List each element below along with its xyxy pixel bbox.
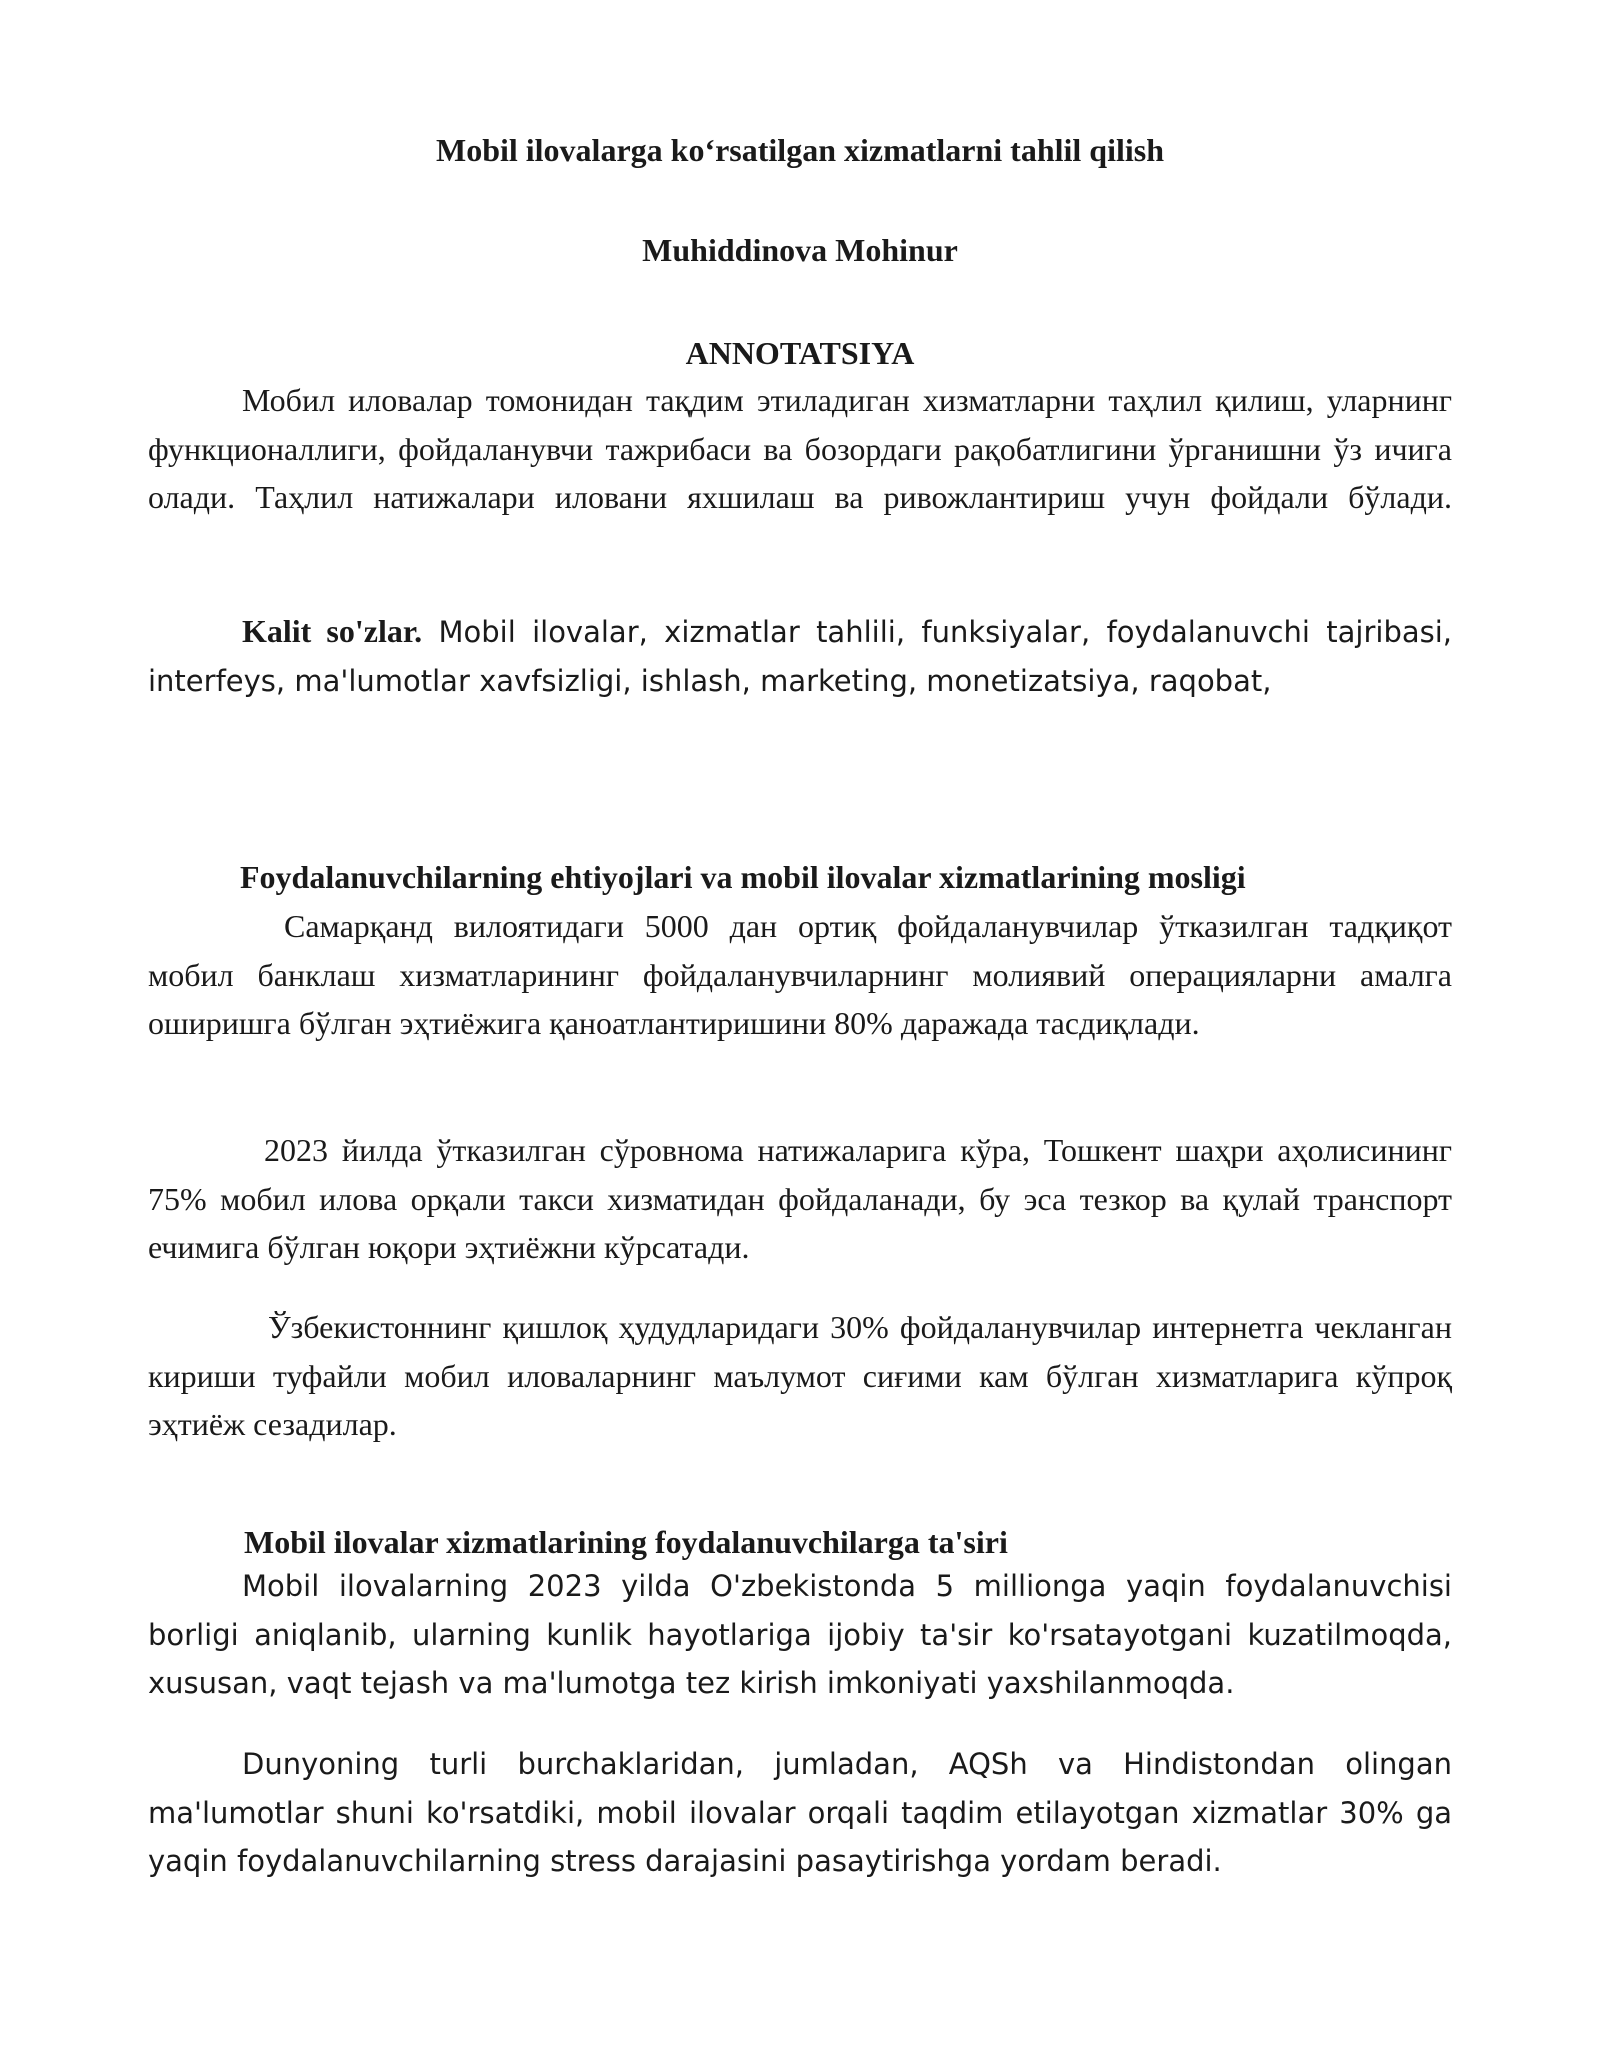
keywords-paragraph <box>148 607 1452 705</box>
document-page <box>148 0 1452 2070</box>
section-heading-impact: Mobil ilovalar xizmatlarining foydalanuvchilarga ta'siri <box>244 1524 1008 1560</box>
section1-paragraph-3: Ўзбекистоннинг қишлоқ ҳудудларидаги 30% фойдаланувчилар интернетга чекланган кириши туфайли мобил иловаларнинг маълумот сиғими кам бўлган хизматларига кўпроқ эҳтиёж сезадилар. <box>148 1309 1452 1442</box>
section2-paragraph-2: Dunyoning turli burchaklaridan, jumladan, AQSh va Hindistondan olingan ma'lumotlar shuni ko'rsatdiki, mobil ilovalar orqali taqdim etilayotgan xizmatlar 30% ga yaqin foydalanuvchilarning stress darajasini pasaytirishga yordam beradi. <box>148 1747 1452 1878</box>
section1-paragraph-2: 2023 йилда ўтказилган сўровнома натижаларига кўра, Тошкент шаҳри аҳолисининг 75% мобил илова орқали такси хизматидан фойдаланади, бу эса тезкор ва қулай транспорт ечимига бўлган юқори эҳтиёжни кўрсатади. <box>148 1132 1452 1265</box>
annotation-heading: ANNOTATSIYA <box>685 335 915 371</box>
annotation-paragraph: Мобил иловалар томонидан тақдим этиладиган хизматларни таҳлил қилиш, уларнинг функционаллиги, фойдаланувчи тажрибаси ва бозордаги рақобатлигини ўрганишни ўз ичига олади. Таҳлил натижалари иловани яхшилаш ва ривожлантириш учун фойдали бўлади. <box>148 382 1452 515</box>
section1-paragraph-1: Самарқанд вилоятидаги 5000 дан ортиқ фойдаланувчилар ўтказилган тадқиқот мобил банклаш хизматларининг фойдаланувчиларнинг молиявий операцияларни амалга оширишга бўлган эҳтиёжига қаноатлантиришини 80% даражада тасдиқлади. <box>148 908 1452 1041</box>
document-title: Mobil ilovalarga ko‘rsatilgan xizmatlarni tahlil qilish <box>435 132 1165 168</box>
section2-paragraph-1: Mobil ilovalarning 2023 yilda O'zbekistonda 5 millionga yaqin foydalanuvchisi borligi aniqlanib, ularning kunlik hayotlariga ijobiy ta'sir ko'rsatayotgani kuzatilmoqda, xususan, vaqt tejash va ma'lumotga tez kirish imkoniyati yaxshilanmoqda. <box>148 1569 1452 1700</box>
keywords-label: Kalit so'zlar. <box>242 613 423 649</box>
author-name: Muhiddinova Mohinur <box>642 232 958 268</box>
keywords-text: Mobil ilovalar, xizmatlar tahlili, funksiyalar, foydalanuvchi tajribasi, interfeys, ma'lumotlar xavfsizligi, ishlash, marketing, monetizatsiya, raqobat, <box>148 615 1453 698</box>
section-heading-needs: Foydalanuvchilarning ehtiyojlari va mobil ilovalar xizmatlarining mosligi <box>240 859 1246 895</box>
